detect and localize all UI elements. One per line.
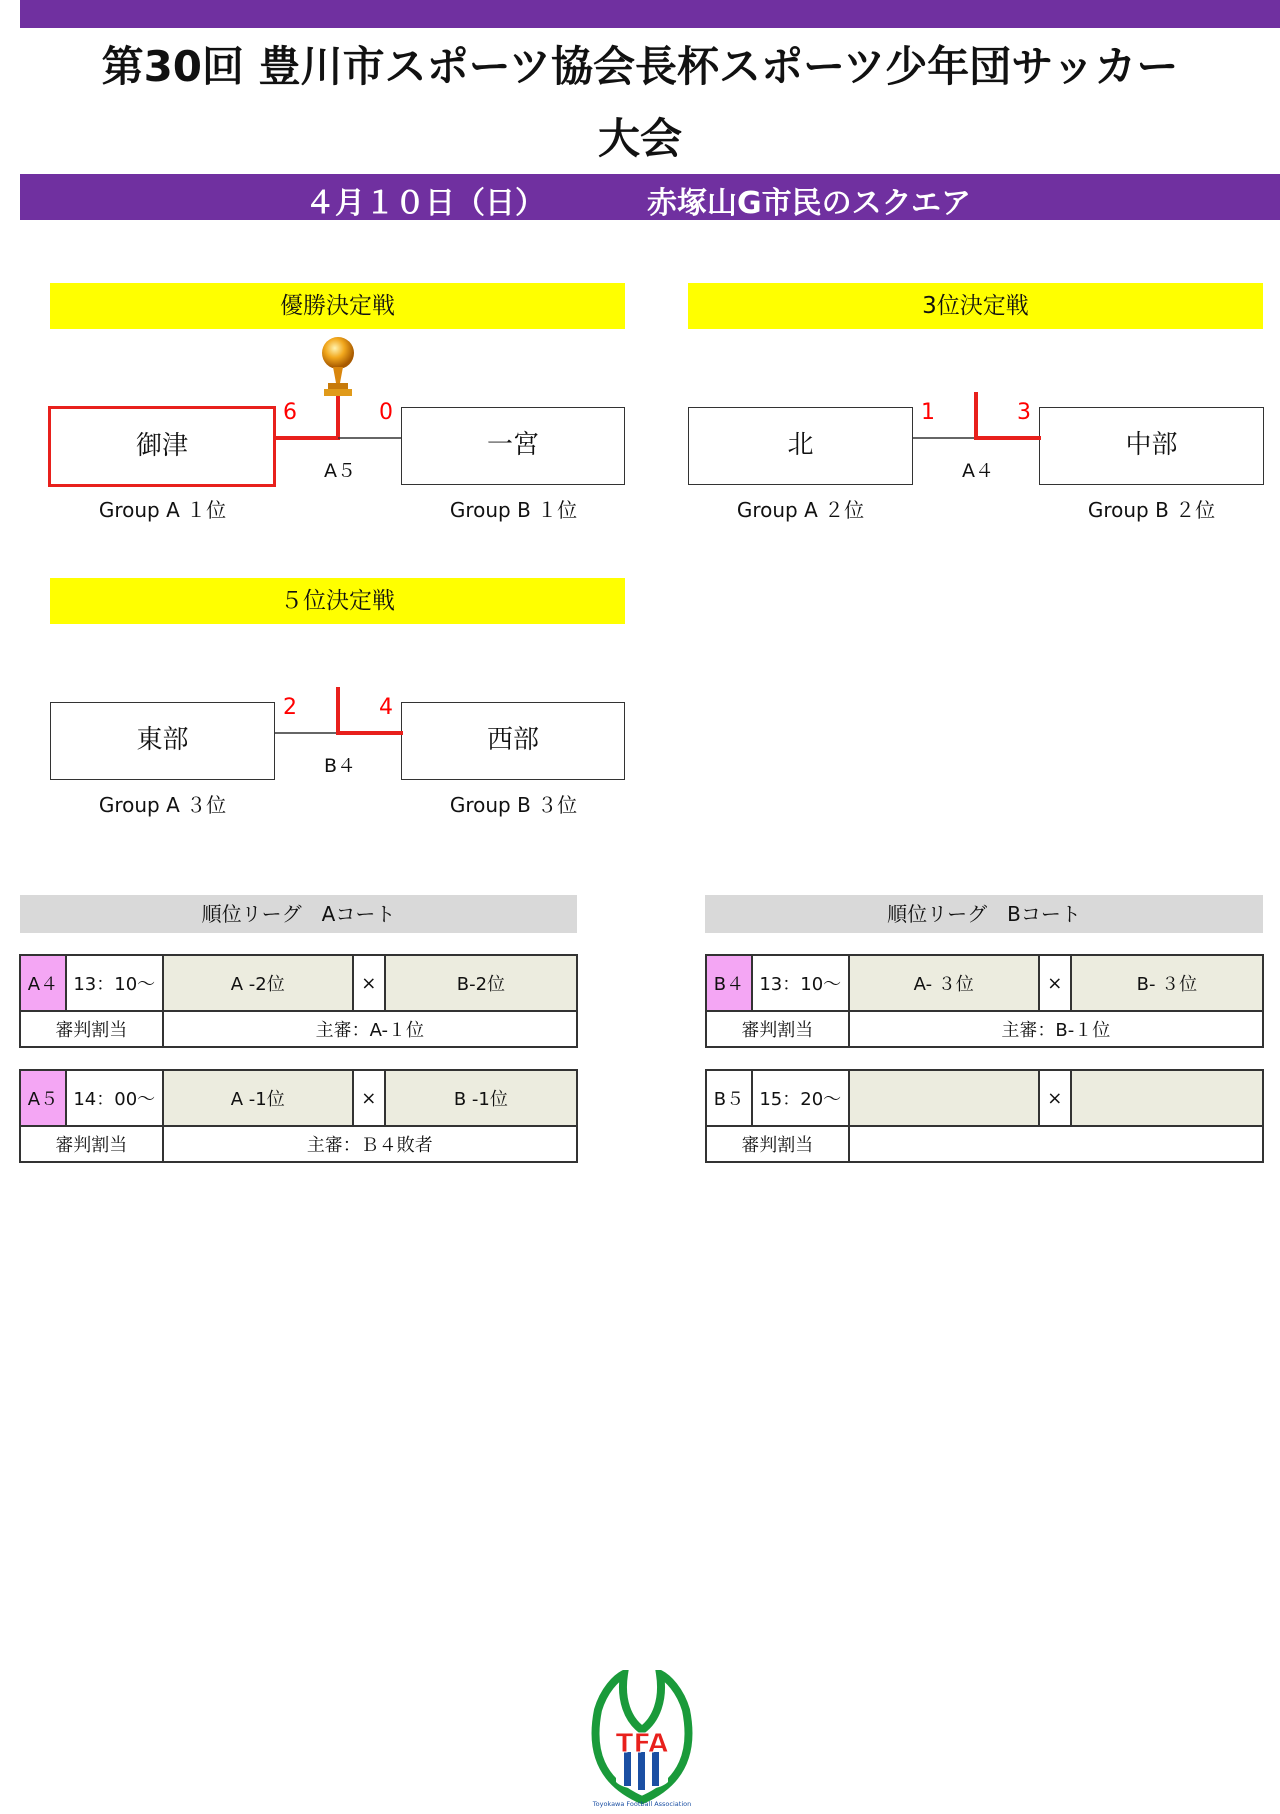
fifth-right-score: 4: [379, 695, 393, 720]
referee-assignment: 主審：A-１位: [163, 1011, 577, 1047]
logo-caption: Toyokawa Football Association: [592, 1800, 692, 1808]
final-right-team: 一宮: [401, 407, 625, 485]
court-b-heading: 順位リーグ Bコート: [705, 895, 1263, 933]
away-team: B -1位: [385, 1070, 577, 1126]
home-team: A -2位: [163, 955, 353, 1011]
fifth-right-team: 西部: [401, 702, 625, 780]
info-bar: [20, 174, 1280, 220]
away-team: B-2位: [385, 955, 577, 1011]
third-heading: 3位決定戦: [688, 283, 1263, 329]
court-b-match-1: [705, 954, 1264, 1048]
fifth-right-group: Group B ３位: [449, 793, 578, 817]
third-left-score: 1: [921, 400, 935, 425]
fifth-left-team: 東部: [50, 702, 275, 780]
trophy-icon: [313, 333, 363, 399]
event-date: ４月１０日（日）: [305, 186, 545, 221]
versus-mark: ×: [1039, 955, 1071, 1011]
match-id: A４: [20, 955, 66, 1011]
referee-label: 審判割当: [706, 1011, 849, 1047]
match-time: 13：10〜: [66, 955, 163, 1011]
versus-mark: ×: [353, 955, 385, 1011]
versus-mark: ×: [353, 1070, 385, 1126]
event-venue: 赤塚山G市民のスクエア: [647, 186, 972, 221]
third-right-team: 中部: [1039, 407, 1264, 485]
top-bar: [20, 0, 1280, 28]
referee-label: 審判割当: [706, 1126, 849, 1162]
court-a-heading: 順位リーグ Aコート: [20, 895, 577, 933]
final-heading: 優勝決定戦: [50, 283, 625, 329]
away-team: B- ３位: [1071, 955, 1263, 1011]
match-time: 15：20〜: [752, 1070, 849, 1126]
home-team: A- ３位: [849, 955, 1039, 1011]
court-a-match-2: [19, 1069, 578, 1163]
tfa-logo: [580, 1670, 704, 1810]
referee-label: 審判割当: [20, 1011, 163, 1047]
final-left-group: Group A １位: [98, 498, 227, 522]
match-id: B４: [706, 955, 752, 1011]
home-team: [849, 1070, 1039, 1126]
home-team: A -1位: [163, 1070, 353, 1126]
final-match-id: A５: [324, 460, 356, 482]
third-left-team: 北: [688, 407, 913, 485]
fifth-left-score: 2: [283, 695, 297, 720]
final-left-score: 6: [283, 400, 297, 425]
match-id: A５: [20, 1070, 66, 1126]
match-time: 14：00〜: [66, 1070, 163, 1126]
referee-assignment: 主審：B-１位: [849, 1011, 1263, 1047]
page-title-line1: 第30回 豊川市スポーツ協会長杯スポーツ少年団サッカー: [101, 42, 1179, 91]
referee-label: 審判割当: [20, 1126, 163, 1162]
page-title-line2: 大会: [597, 114, 682, 163]
fifth-heading: ５位決定戦: [50, 578, 625, 624]
court-a-match-1: [19, 954, 578, 1048]
referee-assignment: [849, 1126, 1263, 1162]
final-right-group: Group B １位: [449, 498, 578, 522]
third-match-id: A４: [962, 460, 994, 482]
match-id: B５: [706, 1070, 752, 1126]
third-right-group: Group B ２位: [1087, 498, 1216, 522]
third-left-group: Group A ２位: [736, 498, 865, 522]
logo-text: TFA: [615, 1729, 669, 1759]
final-left-team: 御津: [48, 406, 276, 487]
versus-mark: ×: [1039, 1070, 1071, 1126]
final-right-score: 0: [379, 400, 393, 425]
fifth-match-id: B４: [323, 755, 357, 777]
match-time: 13：10〜: [752, 955, 849, 1011]
court-b-match-2: [705, 1069, 1264, 1163]
fifth-left-group: Group A ３位: [98, 793, 227, 817]
third-right-score: 3: [1017, 400, 1031, 425]
away-team: [1071, 1070, 1263, 1126]
referee-assignment: 主審：Ｂ４敗者: [163, 1126, 577, 1162]
